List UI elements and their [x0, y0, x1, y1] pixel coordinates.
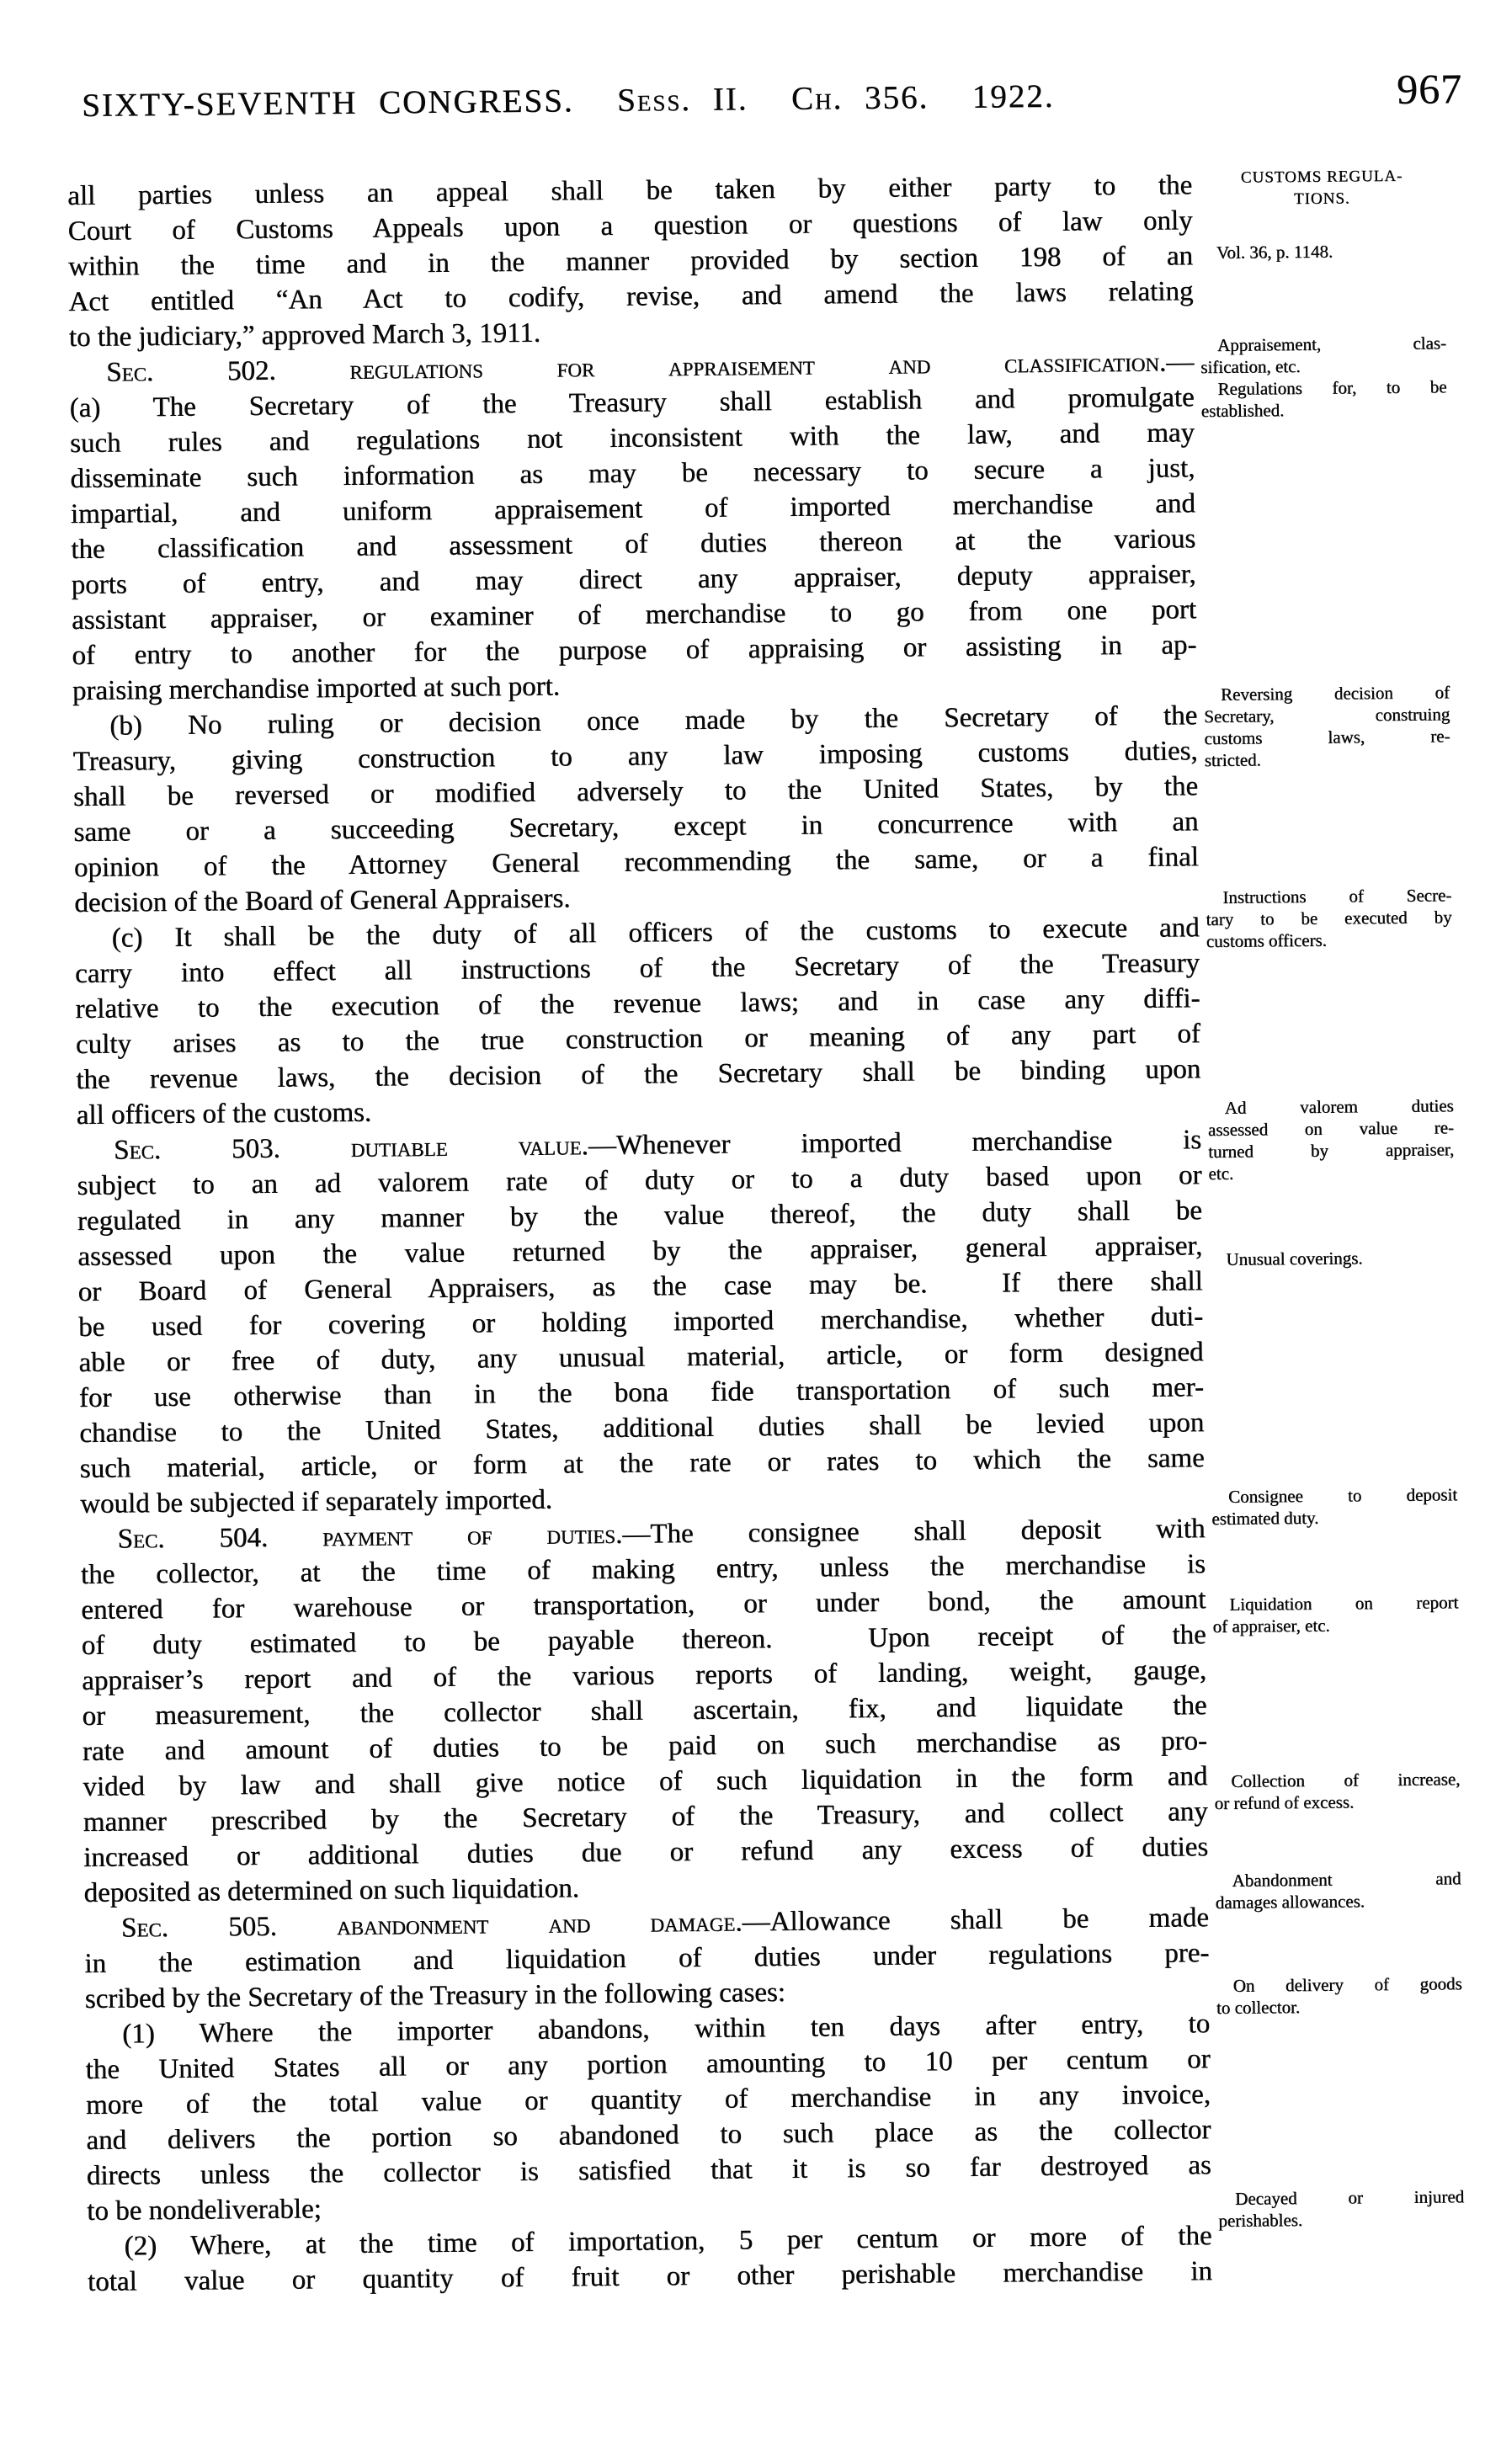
body-text: within the time and in the manner provided by section 198 of an: [67, 241, 1194, 282]
margin-note-customs-regulations: [1199, 165, 1445, 211]
body-text: opinion of the Attorney General recommending the same, or a final: [73, 842, 1199, 883]
margin-note-liquidation-on-report: [1212, 1591, 1458, 1637]
margin-note-consignee-deposit: [1211, 1483, 1457, 1530]
margin-note-collection-of-increase: [1214, 1768, 1460, 1814]
body-text: (b) No ruling or decision once made by the Secretary of the: [109, 700, 1198, 742]
body-text: rate and amount of duties to be paid on such merchandise as pro-: [82, 1726, 1208, 1767]
running-header-title: [82, 77, 1055, 125]
body-text: shall be reversed or modified adversely to the United States, by the: [72, 771, 1199, 812]
body-text: increased or additional duties due or refund any excess of duties: [82, 1832, 1209, 1873]
body-text: directs unless the collector is satisfied that it is so far destroyed as: [86, 2150, 1211, 2191]
statute-text-column: [67, 168, 1212, 2300]
body-text: praising merchandise imported at such port.: [72, 671, 561, 706]
margin-note-line: turned by appraiser,: [1208, 1139, 1455, 1163]
body-text: would be subjected if separately imported.: [79, 1484, 553, 1519]
body-text: all parties unless an appeal shall be taken by either party to the: [67, 170, 1193, 211]
page-number: 967: [1396, 65, 1463, 113]
body-text: entered for warehouse or transportation, or under bond, the amount: [81, 1584, 1206, 1626]
body-text: to be nondeliverable;: [87, 2194, 322, 2227]
body-text: —Allowance shall be made: [742, 1903, 1210, 1938]
body-text: be used for covering or holding imported merchandise, whether duti-: [77, 1301, 1204, 1343]
margin-note-line: Secretary, construing: [1204, 704, 1450, 727]
margin-note-vol-36-p-1148: [1200, 239, 1445, 263]
margin-note-line: CUSTOMS REGULA-: [1240, 167, 1403, 187]
margin-note-line: customs officers.: [1206, 929, 1327, 952]
body-text: able or free of duty, any unusual material, article, or form designed: [78, 1337, 1204, 1378]
margin-note-line: etc.: [1208, 1163, 1234, 1184]
margin-note-line: customs laws, re-: [1204, 726, 1450, 749]
margin-note-line: of appraiser, etc.: [1212, 1615, 1330, 1637]
margin-note-delivery-to-collector: [1216, 1972, 1462, 2019]
body-text: for use otherwise than in the bona fide transportation of such mer-: [78, 1372, 1205, 1413]
margin-notes-column: [1197, 0, 1466, 2453]
body-text: the revenue laws, the decision of the Secretary shall be binding upon: [76, 1054, 1201, 1095]
margin-note-line: stricted.: [1204, 749, 1261, 771]
body-text: —: [1165, 347, 1195, 378]
body-text: Court of Customs Appeals upon a question or questions of law only: [67, 205, 1193, 247]
header-segment: SIXTY-SEVENTH CONGRESS.: [81, 82, 618, 124]
body-text: same or a succeeding Secretary, except in concurrence with an: [73, 806, 1199, 848]
margin-note-abandonment-damages: [1215, 1867, 1461, 1913]
margin-note-appraisement-classification: [1200, 332, 1446, 378]
margin-note-decayed-perishables: [1218, 2185, 1464, 2232]
body-text: subject to an ad valorem rate of duty or to a duty based upon or: [77, 1160, 1202, 1201]
section-heading-text: Sec. 503. dutiable value.: [113, 1131, 588, 1166]
margin-note-instructions-of-secretary: [1206, 884, 1452, 952]
margin-note-line: TIONS.: [1293, 189, 1350, 209]
body-text: the United States all or any portion amounting to 10 per centum or: [85, 2044, 1211, 2085]
margin-note-line: perishables.: [1218, 2210, 1303, 2231]
margin-note-line: tary to be executed by: [1206, 907, 1452, 930]
body-text: deposited as determined on such liquidation.: [83, 1873, 580, 1908]
body-text: of entry to another for the purpose of appraising or assisting in ap-: [72, 630, 1197, 671]
margin-note-line: Decayed or injured: [1234, 2186, 1465, 2209]
body-text: the classification and assessment of duties thereon at the various: [71, 524, 1196, 565]
body-text: appraiser’s report and of the various reports of landing, weight, gauge,: [81, 1655, 1207, 1696]
section-heading-text: Sec. 504. payment of duties.: [117, 1519, 623, 1555]
body-text: total value or quantity of fruit or other perishable merchandise in: [87, 2256, 1213, 2297]
body-text: assessed upon the value returned by the appraiser, general appraiser,: [77, 1231, 1203, 1272]
section-heading-text: Sec. 505. abandonment and damage.: [120, 1907, 742, 1944]
margin-note-line: sification, etc.: [1200, 355, 1301, 378]
body-text: all officers of the customs.: [76, 1097, 372, 1131]
margin-note-line: Ad valorem duties: [1224, 1095, 1454, 1118]
margin-note-line: Liquidation on report: [1229, 1592, 1459, 1615]
body-text: and delivers the portion so abandoned to such place as the collector: [86, 2115, 1211, 2156]
body-text: scribed by the Secretary of the Treasury in the following cases:: [84, 1977, 786, 2014]
body-text: Act entitled “An Act to codify, revise, and amend the laws relating: [68, 276, 1194, 317]
body-text: or Board of General Appraisers, as the case may be. If there shall: [77, 1266, 1203, 1307]
body-text: or measurement, the collector shall ascertain, fix, and liquidate the: [82, 1690, 1207, 1732]
margin-note-line: estimated duty.: [1211, 1507, 1319, 1530]
body-text: regulated in any manner by the value thereof, the duty shall be: [77, 1195, 1203, 1237]
margin-note-line: Vol. 36, p. 1148.: [1216, 241, 1333, 263]
margin-note-reversing-decision: [1204, 681, 1450, 771]
body-text: chandise to the United States, additional duties shall be levied upon: [79, 1408, 1205, 1449]
section-heading-text: Sec. 502. regulations for appraisement and classification.: [106, 347, 1167, 388]
body-text: decision of the Board of General Appraisers.: [74, 883, 571, 918]
margin-note-unusual-coverings: [1209, 1246, 1455, 1270]
margin-note-line: established.: [1200, 400, 1285, 422]
body-text: assistant appraiser, or examiner of merchandise to go from one port: [71, 594, 1197, 636]
body-text: such rules and regulations not inconsistent with the law, and may: [69, 418, 1195, 459]
body-text: —The consignee shall deposit with: [622, 1514, 1206, 1550]
body-text: (a) The Secretary of the Treasury shall establish and promulgate: [69, 382, 1195, 423]
margin-note-line: or refund of excess.: [1214, 1791, 1355, 1814]
body-text: impartial, and uniform appraisement of imported merchandise and: [70, 488, 1195, 530]
body-text: in the estimation and liquidation of duties under regulations pre-: [84, 1938, 1210, 1979]
margin-note-line: Unusual coverings.: [1226, 1248, 1363, 1269]
body-text: relative to the execution of the revenue laws; and in case any diffi-: [75, 983, 1200, 1024]
margin-note-ad-valorem-duties: [1208, 1094, 1455, 1184]
margin-note-line: Instructions of Secre-: [1222, 885, 1452, 907]
body-text: carry into effect all instructions of the Secretary of the Treasury: [74, 948, 1200, 989]
header-segment: Sess. II. Ch. 356.: [616, 78, 972, 119]
body-text: (1) Where the importer abandons, within ten days after entry, to: [121, 2009, 1211, 2050]
body-text: manner prescribed by the Secretary of the Treasury, and collect any: [82, 1796, 1208, 1838]
body-text: (2) Where, at the time of importation, 5 per centum or more of the: [124, 2221, 1212, 2262]
body-text: culty arises as to the true construction or meaning of any part of: [75, 1019, 1200, 1060]
margin-note-line: Abandonment and: [1232, 1868, 1461, 1891]
body-text: disseminate such information as may be necessary to secure a just,: [70, 453, 1195, 494]
body-text: to the judiciary,” approved March 3, 1911.: [68, 317, 541, 353]
body-text: such material, article, or form at the rate or rates to which the same: [79, 1443, 1205, 1484]
margin-note-line: Reversing decision of: [1220, 682, 1450, 705]
margin-note-line: Consignee to deposit: [1227, 1484, 1458, 1507]
header-segment: 1922.: [971, 77, 1055, 115]
margin-note-line: Collection of increase,: [1231, 1769, 1461, 1791]
margin-note-line: Appraisement, clas-: [1216, 333, 1447, 355]
body-text: of duty estimated to be payable thereon. Upon receipt of the: [81, 1620, 1206, 1661]
body-text: Treasury, giving construction to any law imposing customs duties,: [72, 736, 1198, 777]
margin-note-line: On delivery of goods: [1232, 1973, 1462, 1996]
body-text: ports of entry, and may direct any appraiser, deputy appraiser,: [71, 559, 1196, 600]
body-text: —Whenever imported merchandise is: [588, 1125, 1202, 1162]
margin-note-line: assessed on value re-: [1207, 1117, 1455, 1141]
body-text: (c) It shall be the duty of all officers of the customs to execute and: [111, 913, 1200, 954]
margin-note-regulations-to-be-established: [1200, 375, 1446, 422]
body-text: the collector, at the time of making entry, unless the merchandise is: [80, 1549, 1206, 1590]
margin-note-line: Regulations for, to be: [1217, 376, 1447, 399]
body-text: vided by law and shall give notice of such liquidation in the form and: [82, 1761, 1208, 1802]
margin-note-line: damages allowances.: [1215, 1891, 1365, 1913]
margin-note-line: to collector.: [1216, 1997, 1301, 2018]
body-text: more of the total value or quantity of merchandise in any invoice,: [85, 2079, 1211, 2121]
